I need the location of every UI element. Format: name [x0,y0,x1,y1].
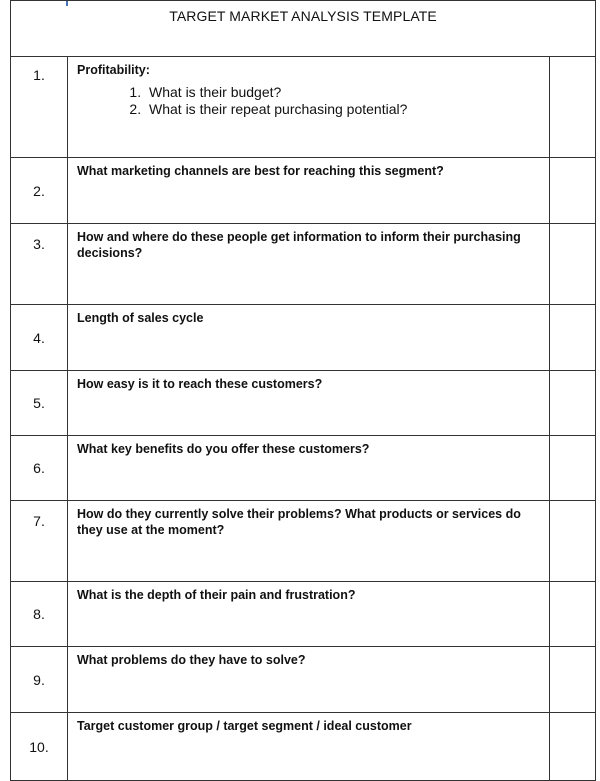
answer-cell[interactable] [550,371,596,436]
answer-cell[interactable] [550,436,596,501]
row-number: 5. [11,371,68,436]
row-number: 9. [11,647,68,713]
analysis-table [10,0,596,781]
table-row [11,224,596,305]
table-row [11,501,596,582]
table-row [11,647,596,713]
answer-cell[interactable] [550,158,596,224]
table-row [11,713,596,781]
answer-cell[interactable] [550,501,596,582]
answer-cell[interactable] [550,582,596,647]
row-number: 10. [11,713,68,781]
row-number: 3. [11,224,68,305]
table-row [11,371,596,436]
row-number: 8. [11,582,68,647]
sub-question-list [77,84,541,118]
row-number: 1. [11,57,68,158]
sub-question: 2. What is their repeat purchasing potential? [145,101,541,118]
sub-question: 1. What is their budget? [145,84,541,101]
table-row [11,582,596,647]
question-text: Profitability: [77,63,150,77]
row-number: 6. [11,436,68,501]
row-number: 2. [11,158,68,224]
question-text: How do they currently solve their problems? What products or services do they use at the moment? [68,501,550,582]
question-text: What problems do they have to solve? [68,647,550,713]
answer-cell[interactable] [550,647,596,713]
question-text: What is the depth of their pain and frustration? [68,582,550,647]
question-text: How and where do these people get information to inform their purchasing decisions? [68,224,550,305]
table-row [11,57,596,158]
row-number: 7. [11,501,68,582]
question-text: Target customer group / target segment / ideal customer [68,713,550,781]
answer-cell[interactable] [550,57,596,158]
question-text: How easy is it to reach these customers? [68,371,550,436]
question-text: What key benefits do you offer these customers? [68,436,550,501]
document-title: TARGET MARKET ANALYSIS TEMPLATE [11,1,596,57]
question-text: Length of sales cycle [68,305,550,371]
question-cell [68,57,550,158]
answer-cell[interactable] [550,713,596,781]
row-number: 4. [11,305,68,371]
table-row [11,158,596,224]
answer-cell[interactable] [550,305,596,371]
question-text: What marketing channels are best for reaching this segment? [68,158,550,224]
title-row [11,1,596,57]
answer-cell[interactable] [550,224,596,305]
table-row [11,305,596,371]
table-row [11,436,596,501]
